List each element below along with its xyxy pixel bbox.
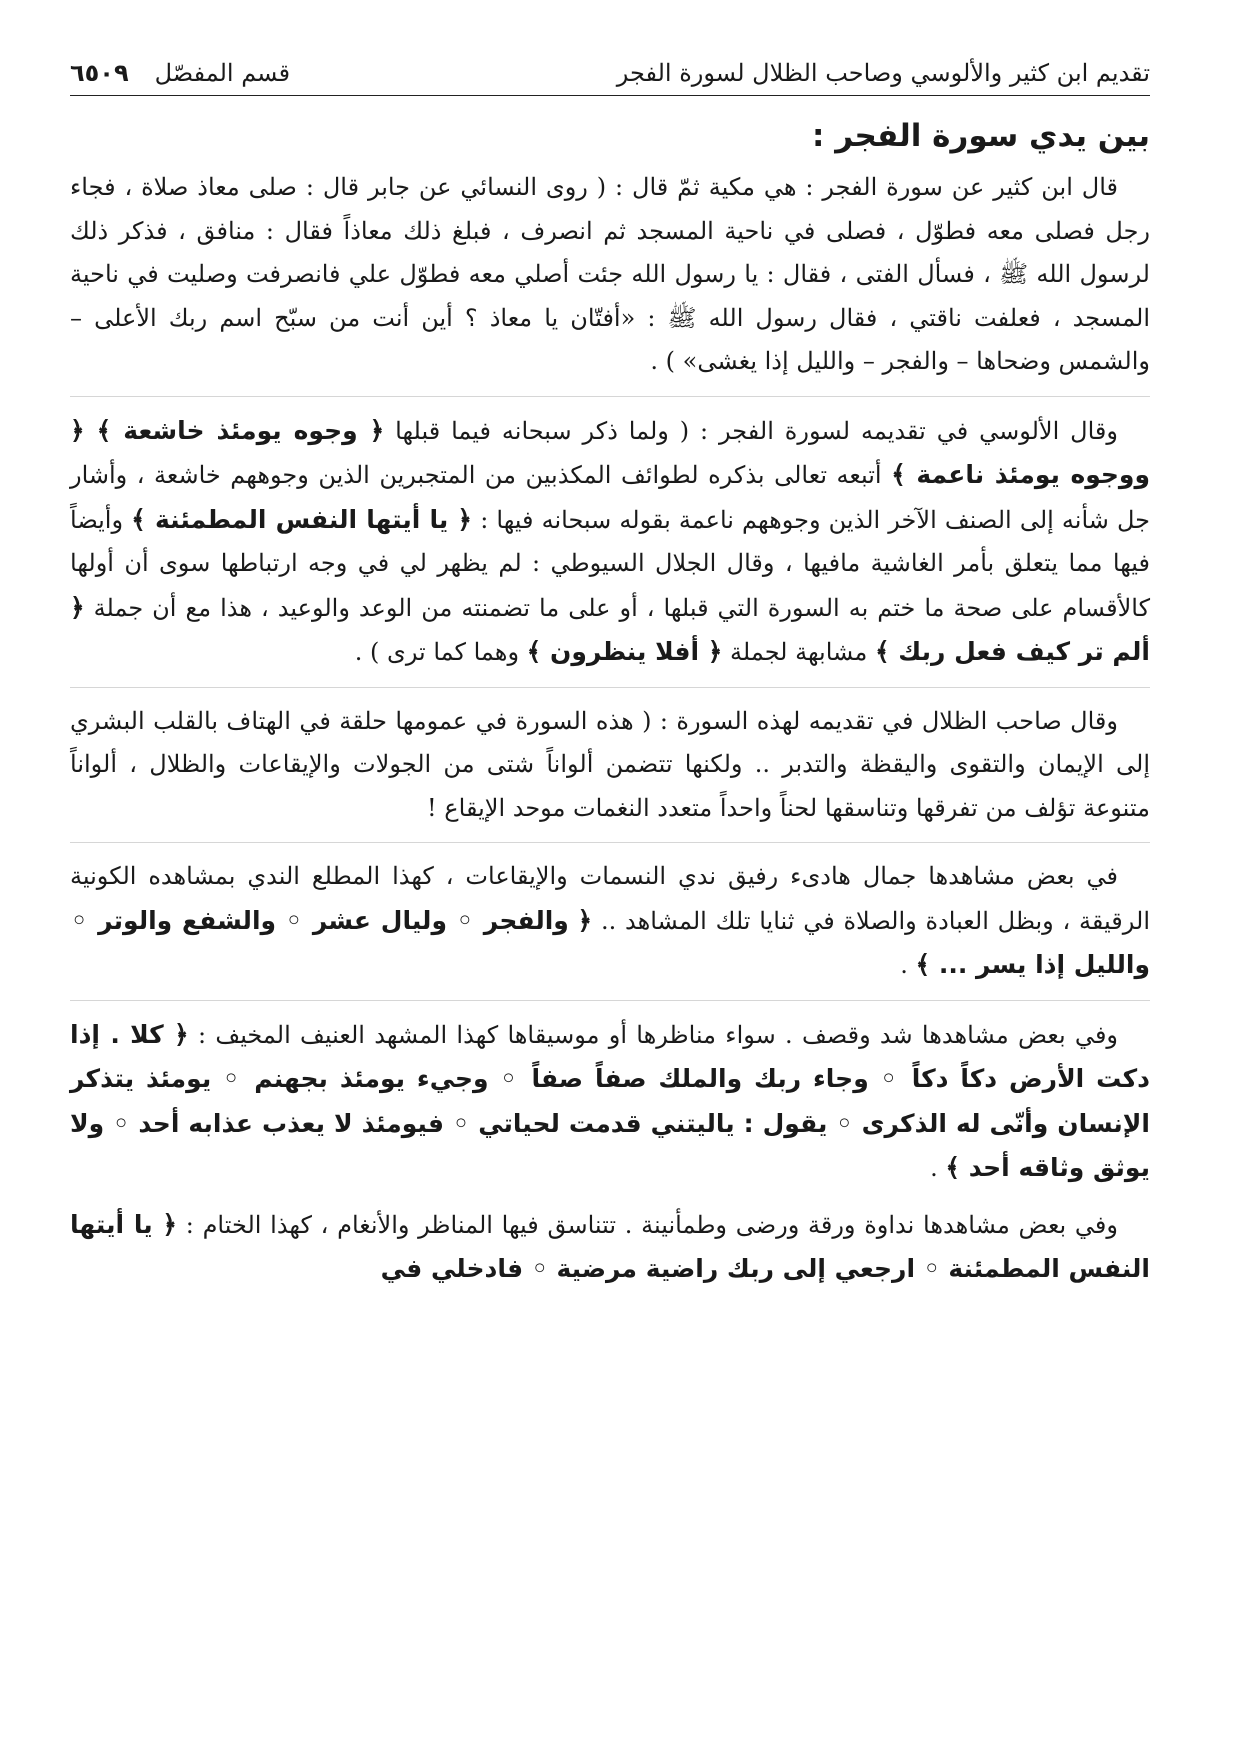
text-run: مشابهة لجملة: [722, 638, 875, 666]
quran-quote: ﴿ يا أيتها النفس المطمئنة ﴾: [131, 504, 473, 534]
paragraph-3: [70, 700, 1150, 831]
paragraph-6: [70, 1203, 1150, 1292]
quran-quote: ﴿ ألم تر كيف فعل ربك ﴾: [70, 592, 1150, 666]
text-run: وفي بعض مشاهدها نداوة ورقة ورضى وطمأنينة . تتناسق فيها المناظر والأنغام ، كهذا الختام :: [177, 1210, 1118, 1239]
text-run: .: [930, 1154, 946, 1182]
paragraph-text: [70, 1013, 1150, 1191]
paragraph-5: [70, 1013, 1150, 1191]
paragraph-1: [70, 166, 1150, 384]
page-number: ٦٥٠٩: [70, 59, 129, 87]
text-run: في بعض مشاهدها جمال هادىء رفيق ندي النسمات والإيقاعات ، كهذا المطلع الندي بمشاهده الكونية الرقيقة ، وبظل العبادة والصلاة في ثنايا تلك المشاهد ..: [70, 862, 1150, 935]
divider: [70, 687, 1150, 688]
quran-quote: ﴿ كلا . إذا دكت الأرض دكاً دكاً ◦ وجاء ربك والملك صفاً صفاً ◦ وجيء يومئذ بجهنم ◦ يومئذ يتذكر الإنسان وأنّى له الذكرى ◦ يقول : ياليتني قدمت لحياتي ◦ فيومئذ لا يعذب عذابه أحد ◦ ولا يوثق وثاقه أحد ﴾: [70, 1019, 1150, 1182]
quran-quote: ﴿ يا أيتها النفس المطمئنة ◦ ارجعي إلى ربك راضية مرضية ◦ فادخلي في: [70, 1209, 1150, 1283]
text-run: أتبعه تعالى بذكره لطوائف المكذبين من المتجبرين الذين وجوههم خاشعة ، وأشار جل شأنه إلى الصنف الآخر الذين وجوههم ناعمة بقوله سبحانه فيها :: [70, 461, 1150, 534]
header-left-group: [70, 55, 290, 91]
paragraph-2: [70, 409, 1150, 675]
paragraph-text: [70, 1203, 1150, 1292]
text-run: وقال الألوسي في تقديمه لسورة الفجر : ( ولما ذكر سبحانه فيما قبلها: [384, 416, 1118, 445]
divider: [70, 396, 1150, 397]
divider: [70, 1000, 1150, 1001]
document-page: [70, 55, 1150, 1712]
quran-quote: ﴿ وجوه يومئذ خاشعة ﴾ ﴿ ووجوه يومئذ ناعمة ﴾: [70, 415, 1150, 489]
section-heading: بين يدي سورة الفجر :: [812, 118, 1150, 154]
paragraph-text: [70, 409, 1150, 675]
header-section: قسم المفصّل: [154, 59, 291, 87]
running-header: [70, 55, 1150, 96]
paragraph-text: [70, 166, 1150, 384]
text-run: وقال صاحب الظلال في تقديمه لهذه السورة : ( هذه السورة في عمومها حلقة في الهتاف بالقلب البشري إلى الإيمان والتقوى واليقظة والتدبر .. ولكنها تتضمن ألواناً شتى من الجولات والإيقاعات والظلال ، ألواناً متنوعة تؤلف من تفرقها وتناسقها لحناً واحداً متعدد النغمات موحد الإيقاع !: [70, 706, 1150, 822]
quran-quote: ﴿ أفلا ينظرون ﴾: [526, 637, 723, 666]
quran-quote: ﴿ والفجر ◦ وليال عشر ◦ والشفع والوتر ◦ والليل إذا يسر ... ﴾: [70, 905, 1150, 979]
divider: [70, 842, 1150, 843]
text-run: وأيضاً فيها مما يتعلق بأمر الغاشية مافيها ، وقال الجلال السيوطي : لم يظهر لي في وجه ارتباطها سوى أن أولها كالأقسام على صحة ما ختم به السورة التي قبلها ، أو على ما تضمنته من الوعد والوعيد ، هذا مع أن جملة: [70, 505, 1150, 622]
text-run: قال ابن كثير عن سورة الفجر : هي مكية ثمّ قال : ( روى النسائي عن جابر قال : صلى معاذ صلاة ، فجاء رجل فصلى معه فطوّل ، فصلى في ناحية المسجد ثم انصرف ، فبلغ ذلك معاذاً فقال : منافق ، فذكر ذلك لرسول الله ﷺ ، فسأل الفتى ، فقال : يا رسول الله جئت أصلي معه فطوّل علي فانصرفت وصليت في ناحية المسجد ، فعلفت ناقتي ، فقال رسول الله ﷺ : «أفتّان يا معاذ ؟ أين أنت من سبّح اسم ربك الأعلى – والشمس وضحاها – والفجر – والليل إذا يغشى» ) .: [70, 173, 1150, 375]
text-run: وفي بعض مشاهدها شد وقصف . سواء مناظرها أو موسيقاها كهذا المشهد العنيف المخيف :: [188, 1020, 1118, 1049]
text-run: وهما كما ترى ) .: [354, 638, 527, 666]
text-run: .: [900, 951, 916, 979]
header-title: تقديم ابن كثير والألوسي وصاحب الظلال لسورة الفجر: [616, 59, 1150, 87]
paragraph-text: [70, 700, 1150, 831]
paragraph-4: [70, 855, 1150, 988]
paragraph-text: [70, 855, 1150, 988]
